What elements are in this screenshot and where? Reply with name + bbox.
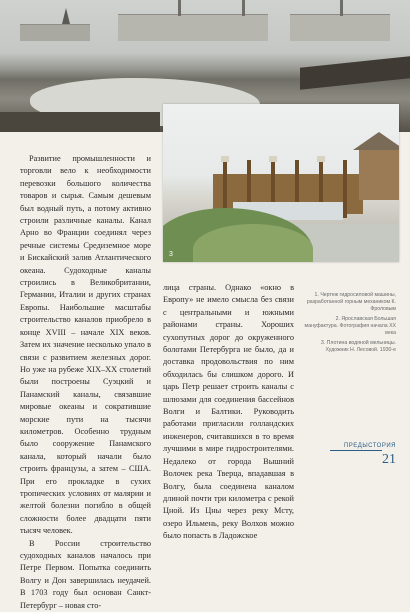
caption-2: 2. Ярославская Большая мануфактура. Фотография начала XX века [304,316,396,336]
section-title: ПРЕДЫСТОРИЯ [343,443,396,449]
caption-1: 1. Чертеж гидросиловой машины, разработанной горным механиком К. Фроловым [306,292,396,312]
watermill-dam-painting [163,104,399,262]
footer-rule [330,450,382,451]
paragraph: В России строительство судоходных каналов началось при Петре Первом. Попытка соединить Волгу и Дон завершилась неудачей. В 1703 году был основан Санкт-Петербург – новая сто- [20,538,151,610]
figure-number: 3 [169,251,173,258]
paragraph: лица страны. Однако «окно в Европу» не имело смысла без связи с центральными и южными районами страны. Хороших сухопутных дорог до окруженного болотами Петербурга не было, да и доставка продовольствия по ним обходилась бы слишком дорого. И царь Петр решает строить каналы с шлюзами для соединения бассейнов Волги и Балтики. Руководить работами пригласили голландских инженеров, считавшихся в то время лучшими в мире гидростроителями. Недалеко от города Вышний Волочек река Тверца, впадавшая в Волгу, была соединена каналом длиной почти три километра с рекой Цной. Из Цны через реку Мсту, озеро Ильмень, реку Волхов можно было попасть в Ладожское [163,283,294,541]
paragraph: Развитие промышленности и торговли вело к необходимости перевозки большого количества товаров и сырья. Самым дешевым был водный путь, а потому активно строили различные каналы. Канал Арно во Франции соединял через речные системы Средиземное море и Бискайский залив Атлантического океана. Судоходные каналы строились в Великобритании, Германии, Италии и других странах Европы. Наибольшие масштабы строительство каналов приобрело в конце XVIII – начале XIX веков. Затем их значение несколько упало в связи с развитием железных дорог. Но уже на рубеже XIX–XX столетий были построены Суэцкий и Панамский каналы, связавшие мировые океаны и сократившие морские пути на тысячи километров. Особенно трудным было сооружение Панамского канала, который начали было строить французы, а затем – США. При его прокладке в сухих тропических условиях от малярии и желтой болезни погибло в общей сложности более двадцати пяти тысяч человек. [20,154,151,536]
text-column-2 [163,282,294,543]
figure-captions [304,292,396,357]
caption-3: 3. Плотина водяной мельницы. Художник Н. Лесовой. 1930-е [320,340,396,353]
page-number: 21 [382,452,396,467]
text-column-1 [20,153,151,612]
